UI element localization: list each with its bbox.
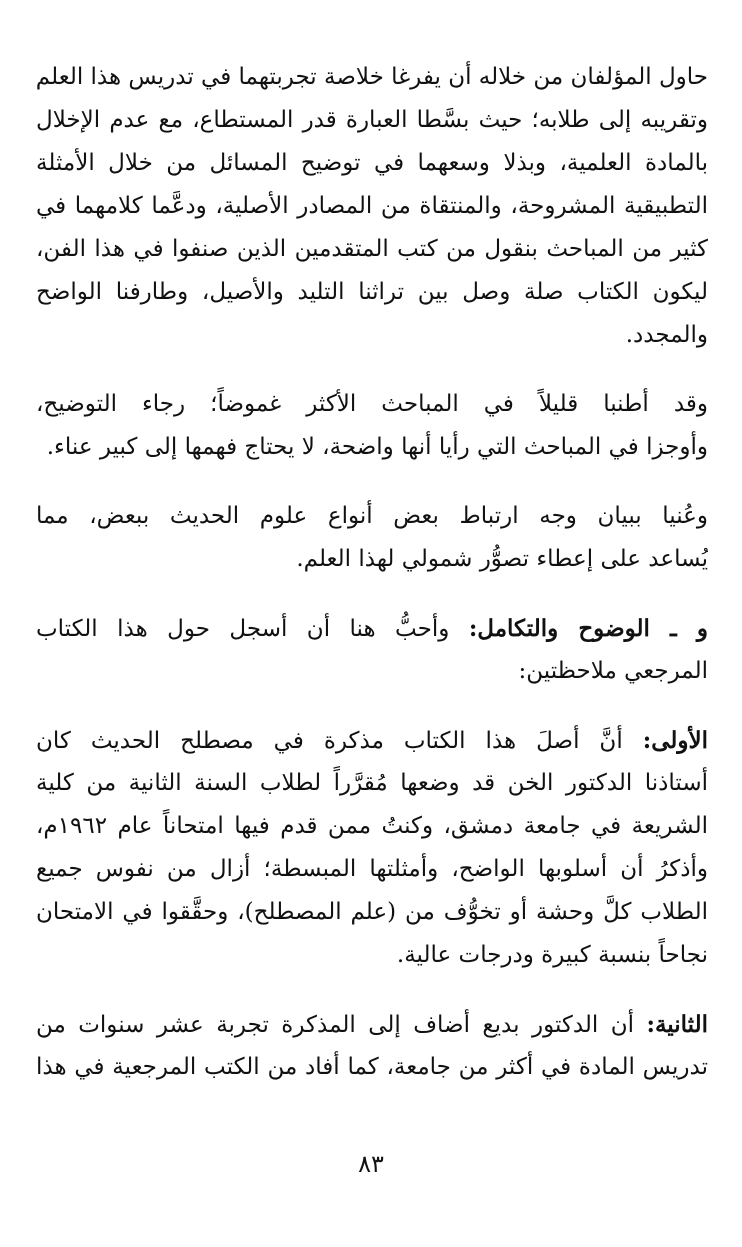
text-line: المرجعي ملاحظتين: [518,658,708,684]
text-line: وتقريبه إلى طلابه؛ حيث بسَّطا العبارة قدر المستطاع، مع عدم الإخلال [36,107,708,133]
text-line: الشريعة في جامعة دمشق، وكنتُ ممن قدم فيها امتحاناً عام ١٩٦٢م، [36,813,708,839]
page-body [36,56,708,1089]
text-line: وأوجزا في المباحث التي رأيا أنها واضحة، لا يحتاج فهمها إلى كبير عناء. [46,434,708,460]
paragraph-connections [36,495,708,581]
note-lead: الأولى: [642,727,708,754]
paragraph-second-note [36,1003,708,1089]
page-number: ٨٣ [358,1150,384,1178]
text-line: يُساعد على إعطاء تصوُّر شمولي لهذا العلم. [296,546,708,572]
text-line: وقد أطنبا قليلاً في المباحث الأكثر غموضاً؛ رجاء التوضيح، [36,391,708,417]
note-lead: الثانية: [646,1011,708,1038]
text-line: أستاذنا الدكتور الخن قد وضعها مُقرَّراً لطلاب السنة الثانية من كلية [36,770,708,796]
text-line: التطبيقية المشروحة، والمنتقاة من المصادر الأصلية، ودعَّما كلامهما في [36,193,708,219]
text-line-rest: أنَّ أصلَ هذا الكتاب مذكرة في مصطلح الحديث كان [36,728,623,754]
text-line: والمجدد. [625,322,708,348]
text-line: وعُنيا ببيان وجه ارتباط بعض أنواع علوم الحديث ببعض، مما [36,503,708,529]
text-line: نجاحاً بنسبة كبيرة ودرجات عالية. [396,942,708,968]
paragraph-intro [36,56,708,357]
paragraph-clarity-heading [36,607,708,693]
text-line-rest: أن الدكتور بديع أضاف إلى المذكرة تجربة عشر سنوات من [36,1012,635,1038]
text-line: كثير من المباحث بنقول من كتب المتقدمين الذين صنفوا في هذا الفن، [36,236,708,262]
paragraph-elaboration [36,383,708,469]
text-line: بالمادة العلمية، وبذلا وسعهما في توضيح المسائل من خلال الأمثلة [36,150,708,176]
text-line: ليكون الكتاب صلة وصل بين تراثنا التليد والأصيل، وطارفنا الواضح [36,279,708,305]
section-lead: و ـ الوضوح والتكامل: [468,615,708,642]
text-line [36,607,708,650]
paragraph-first-note [36,719,708,977]
text-line [36,719,708,762]
text-line: تدريس المادة في أكثر من جامعة، كما أفاد من الكتب المرجعية في هذا [36,1054,708,1080]
text-line: وأذكرُ أن أسلوبها الواضح، وأمثلتها المبسطة؛ أزال من نفوس جميع [36,856,708,882]
text-line [36,1003,708,1046]
text-line: الطلاب كلَّ وحشة أو تخوُّف من (علم المصطلح)، وحقَّقوا في الامتحان [36,899,708,925]
text-line: حاول المؤلفان من خلاله أن يفرغا خلاصة تجربتهما في تدريس هذا العلم [36,64,708,90]
text-line-rest: وأحبُّ هنا أن أسجل حول هذا الكتاب [36,616,450,642]
